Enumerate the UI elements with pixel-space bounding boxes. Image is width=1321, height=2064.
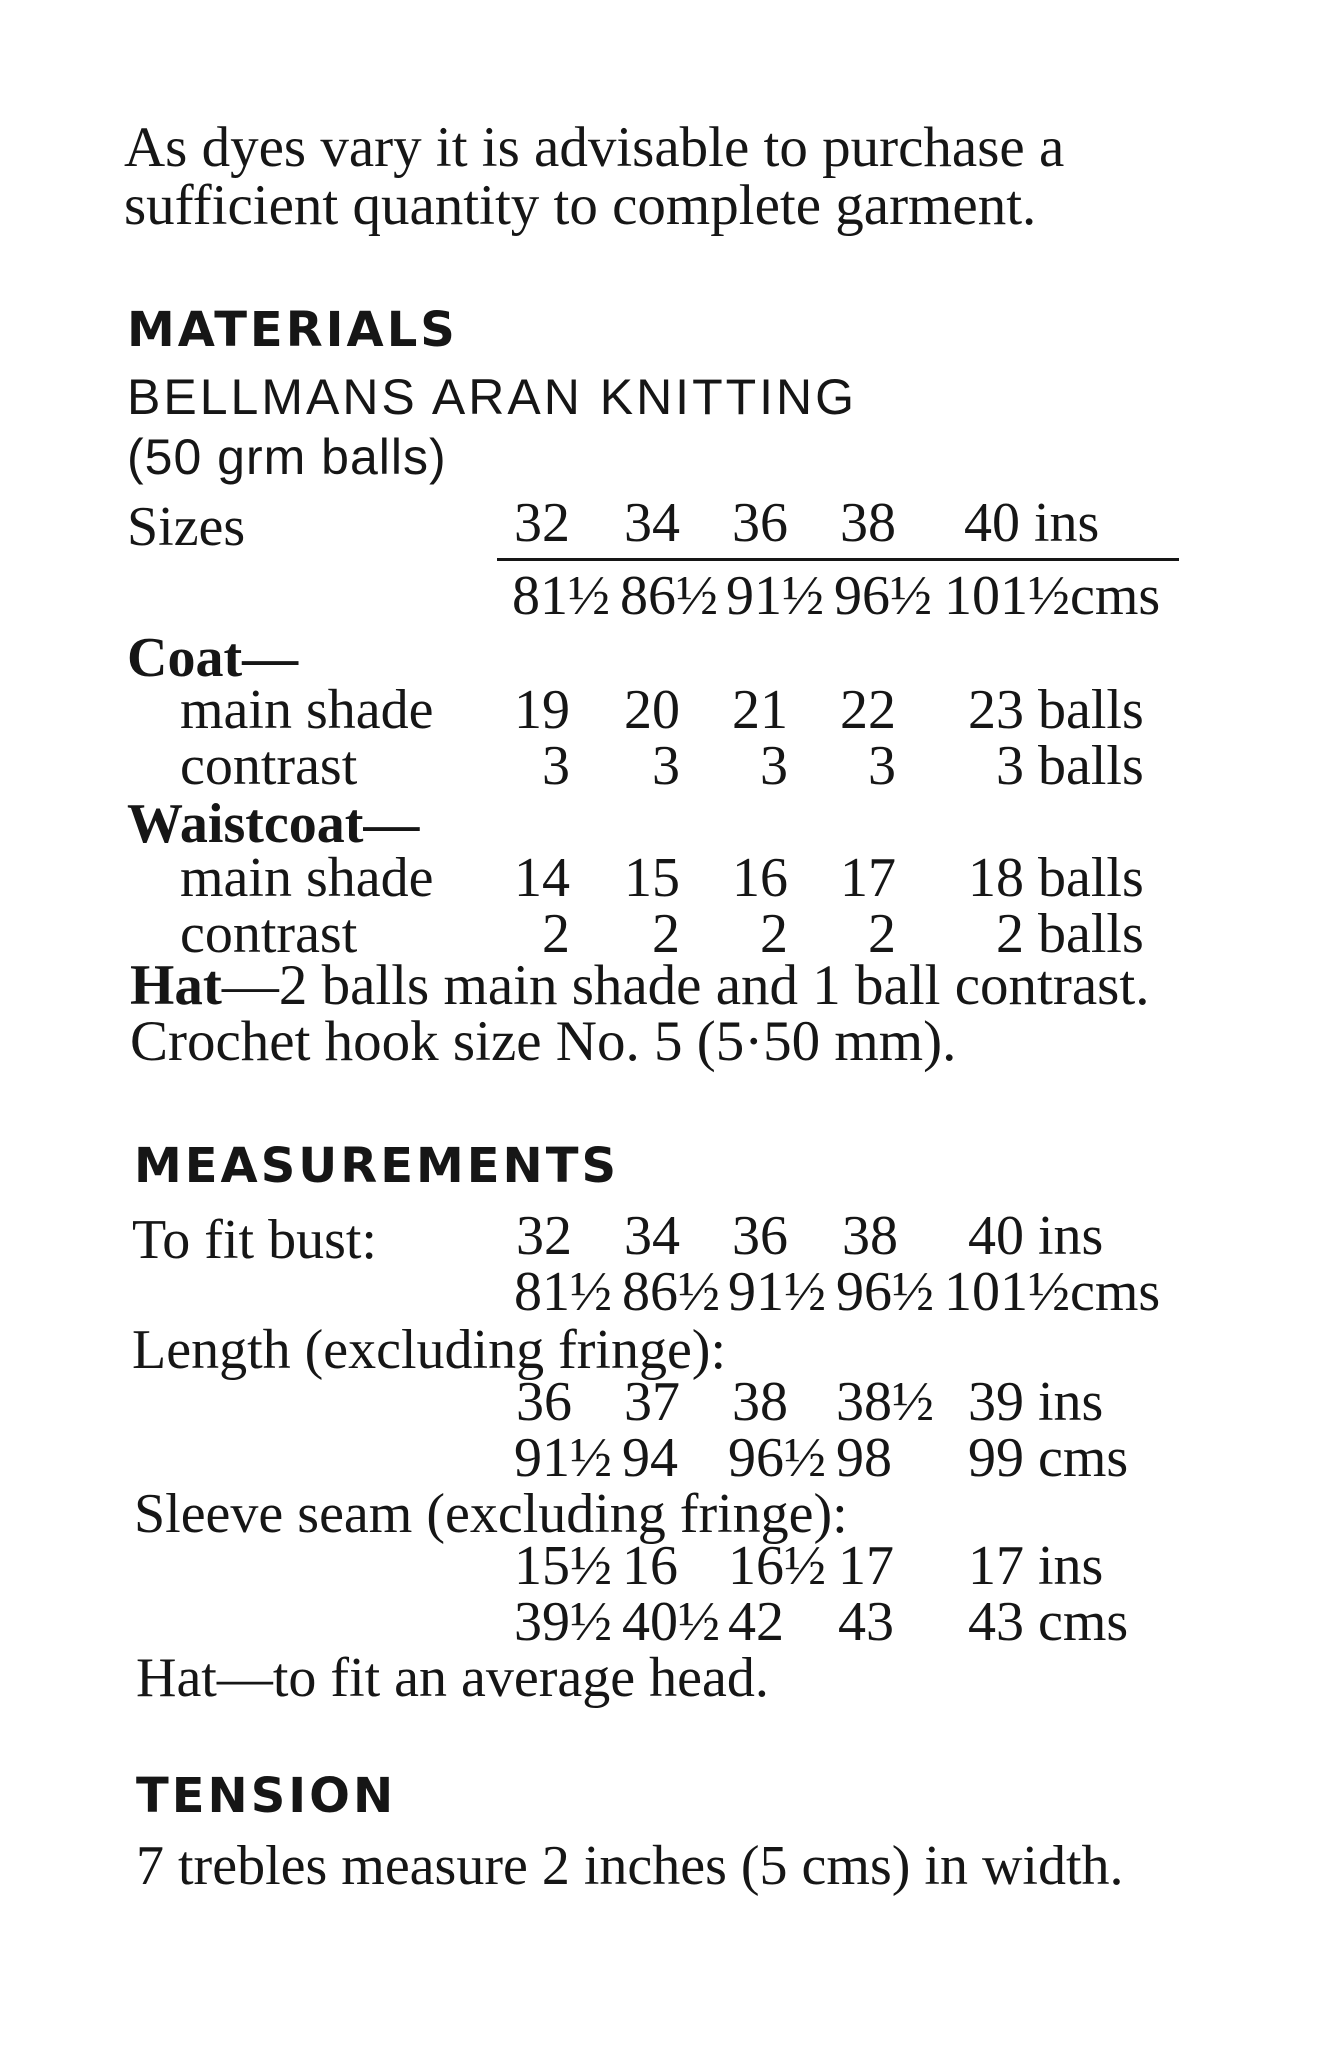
ball-weight: (50 grm balls) — [127, 429, 447, 485]
yarn-name: BELLMANS ARAN KNITTING — [127, 369, 858, 425]
size-ins-cell: 40 ins — [964, 492, 1100, 554]
waistcoat-contrast-cell: 2 — [652, 903, 680, 965]
hat-bold-label: Hat — [130, 954, 222, 1017]
coat-contrast-cell: 3 — [542, 735, 570, 797]
bust-ins-cell: 40 ins — [968, 1205, 1104, 1267]
sleeve-ins-cell: 16 — [622, 1535, 678, 1597]
size-cms-cell: 81½ — [512, 565, 610, 627]
bust-ins-cell: 34 — [624, 1205, 680, 1267]
sleeve-label: Sleeve seam (excluding fringe): — [134, 1483, 848, 1545]
tension-heading: TENSION — [136, 1768, 397, 1824]
coat-main-label: main shade — [180, 679, 434, 741]
coat-main-cell: 20 — [624, 679, 680, 741]
waistcoat-main-cell: 16 — [732, 847, 788, 909]
length-label: Length (excluding fringe): — [132, 1319, 727, 1381]
size-cms-cell: 101½cms — [944, 565, 1161, 627]
waistcoat-contrast-cell: 2 — [868, 903, 896, 965]
sleeve-ins-cell: 16½ — [728, 1535, 826, 1597]
size-ins-cell: 38 — [840, 492, 896, 554]
length-cms-cell: 96½ — [728, 1427, 826, 1489]
waistcoat-label: Waistcoat— — [127, 793, 420, 855]
coat-label: Coat— — [127, 627, 299, 689]
coat-contrast-cell: 3 — [760, 735, 788, 797]
waistcoat-main-cell: 15 — [624, 847, 680, 909]
bust-ins-cell: 38 — [842, 1205, 898, 1267]
sleeve-ins-cell: 17 — [838, 1535, 894, 1597]
bust-ins-cell: 32 — [516, 1205, 572, 1267]
length-ins-cell: 39 ins — [968, 1371, 1104, 1433]
materials-heading: MATERIALS — [127, 302, 458, 358]
sleeve-ins-cell: 15½ — [514, 1535, 612, 1597]
table-rule — [497, 558, 1179, 561]
sizes-label: Sizes — [127, 496, 246, 558]
length-cms-cell: 98 — [836, 1427, 892, 1489]
bust-label: To fit bust: — [132, 1209, 377, 1271]
hat-fit-line: Hat—to fit an average head. — [136, 1647, 769, 1709]
waistcoat-contrast-cell: 2 — [542, 903, 570, 965]
coat-main-cell: 19 — [514, 679, 570, 741]
length-ins-cell: 38 — [732, 1371, 788, 1433]
size-cms-cell: 96½ — [834, 565, 932, 627]
length-ins-cell: 36 — [516, 1371, 572, 1433]
sleeve-ins-cell: 17 ins — [968, 1535, 1104, 1597]
size-cms-cell: 86½ — [620, 565, 718, 627]
coat-main-cell: 23 balls — [968, 679, 1144, 741]
coat-contrast-cell: 3 — [652, 735, 680, 797]
intro-line-1: As dyes vary it is advisable to purchase a — [124, 116, 1065, 179]
waistcoat-main-cell: 14 — [514, 847, 570, 909]
bust-cms-cell: 101½cms — [944, 1261, 1161, 1323]
intro-line-2: sufficient quantity to complete garment. — [124, 174, 1037, 237]
length-ins-cell: 37 — [624, 1371, 680, 1433]
bust-cms-cell: 96½ — [836, 1261, 934, 1323]
sleeve-cms-cell: 40½ — [622, 1591, 720, 1653]
length-cms-cell: 91½ — [514, 1427, 612, 1489]
coat-contrast-cell: 3 balls — [996, 735, 1144, 797]
measurements-heading: MEASUREMENTS — [134, 1138, 620, 1194]
bust-ins-cell: 36 — [732, 1205, 788, 1267]
waistcoat-main-cell: 17 — [840, 847, 896, 909]
hat-materials-line — [130, 956, 1149, 1016]
hat-materials-text: —2 balls main shade and 1 ball contrast. — [221, 954, 1150, 1017]
tension-text: 7 trebles measure 2 inches (5 cms) in width. — [136, 1835, 1124, 1897]
sleeve-cms-cell: 43 cms — [968, 1591, 1129, 1653]
coat-main-cell: 22 — [840, 679, 896, 741]
length-cms-cell: 99 cms — [968, 1427, 1129, 1489]
sleeve-cms-cell: 39½ — [514, 1591, 612, 1653]
bust-cms-cell: 86½ — [622, 1261, 720, 1323]
waistcoat-main-cell: 18 balls — [968, 847, 1144, 909]
waistcoat-contrast-cell: 2 balls — [996, 903, 1144, 965]
size-ins-cell: 36 — [732, 492, 788, 554]
coat-contrast-label: contrast — [180, 735, 358, 797]
bust-cms-cell: 91½ — [728, 1261, 826, 1323]
sleeve-cms-cell: 43 — [838, 1591, 894, 1653]
crochet-hook-line: Crochet hook size No. 5 (5·50 mm). — [130, 1010, 957, 1073]
bust-cms-cell: 81½ — [514, 1261, 612, 1323]
waistcoat-contrast-cell: 2 — [760, 903, 788, 965]
coat-contrast-cell: 3 — [868, 735, 896, 797]
size-cms-cell: 91½ — [726, 565, 824, 627]
coat-main-cell: 21 — [732, 679, 788, 741]
waistcoat-main-label: main shade — [180, 847, 434, 909]
sleeve-cms-cell: 42 — [728, 1591, 784, 1653]
size-ins-cell: 32 — [514, 492, 570, 554]
waistcoat-contrast-label: contrast — [180, 903, 358, 965]
size-ins-cell: 34 — [624, 492, 680, 554]
length-cms-cell: 94 — [622, 1427, 678, 1489]
length-ins-cell: 38½ — [836, 1371, 934, 1433]
